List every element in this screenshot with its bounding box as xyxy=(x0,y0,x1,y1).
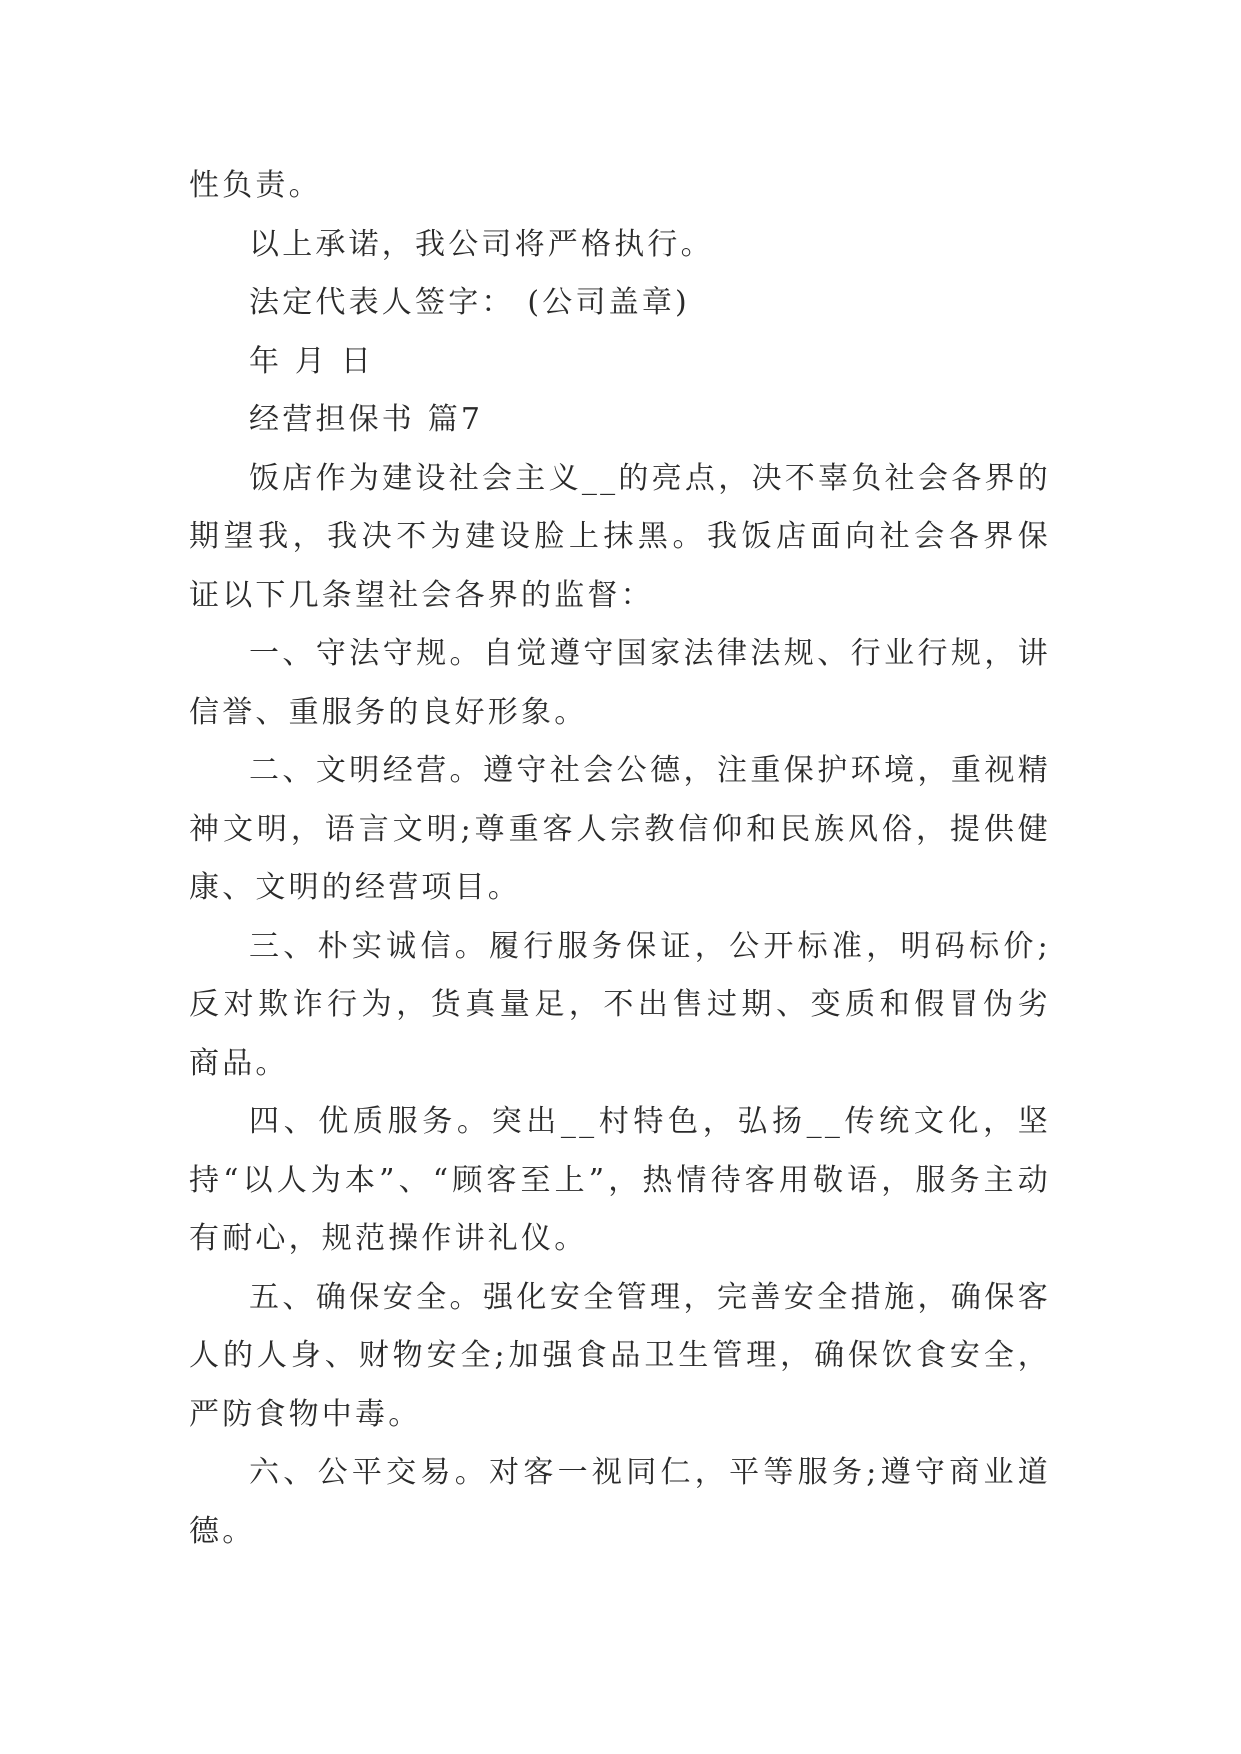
paragraph-intro: 饭店作为建设社会主义__的亮点，决不辜负社会各界的期望我，我决不为建设脸上抹黑。我饭店面向社会各界保证以下几条望社会各界的监督： xyxy=(189,460,1051,613)
paragraph-continuation: 性负责。 xyxy=(189,168,322,203)
paragraph-commitment: 以上承诺，我公司将严格执行。 xyxy=(249,226,714,262)
section-heading: 经营担保书 篇7 xyxy=(249,402,484,437)
paragraph-item-6: 六、公平交易。对客一视同仁，平等服务;遵守商业道德。 xyxy=(189,1455,1051,1549)
paragraph-date: 年 月 日 xyxy=(249,343,375,379)
paragraph-item-3: 三、朴实诚信。履行服务保证，公开标准，明码标价;反对欺诈行为，货真量足，不出售过期、变质和假冒伪劣商品。 xyxy=(189,928,1051,1081)
document-body xyxy=(189,157,1051,1561)
paragraph-signature: 法定代表人签字： (公司盖章) xyxy=(249,285,690,320)
paragraph-item-4: 四、优质服务。突出__村特色，弘扬__传统文化，坚持“以人为本”、“顾客至上”，热情待客用敬语，服务主动有耐心，规范操作讲礼仪。 xyxy=(189,1104,1051,1256)
paragraph-item-1: 一、守法守规。自觉遵守国家法律法规、行业行规，讲信誉、重服务的良好形象。 xyxy=(189,636,1051,730)
paragraph-item-2: 二、文明经营。遵守社会公德，注重保护环境，重视精神文明，语言文明;尊重客人宗教信仰和民族风俗，提供健康、文明的经营项目。 xyxy=(189,753,1051,905)
paragraph-item-5: 五、确保安全。强化安全管理，完善安全措施，确保客人的人身、财物安全;加强食品卫生管理，确保饮食安全，严防食物中毒。 xyxy=(189,1279,1051,1432)
